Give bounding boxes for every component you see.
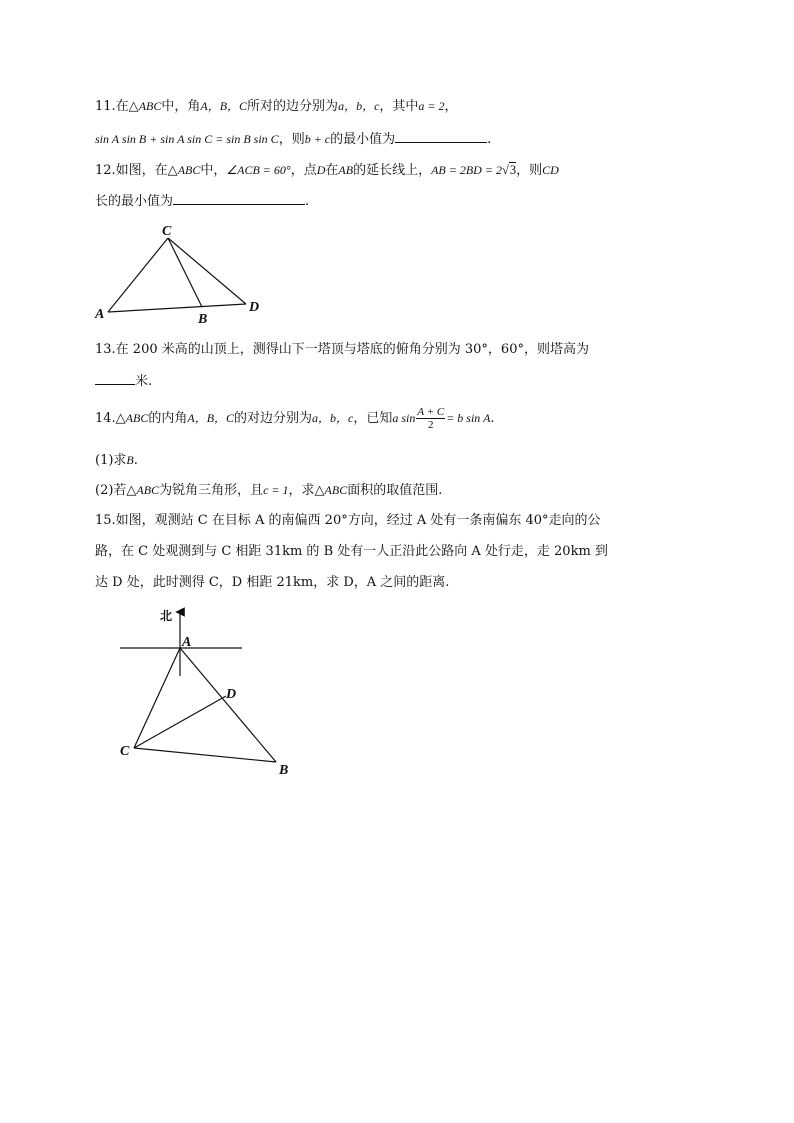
q14-part2-text: 面积的取值范围. — [347, 483, 443, 498]
q14-equation-right: = b sin A — [446, 411, 491, 425]
q14-part2-text: 为锐角三角形，且 — [159, 483, 264, 498]
q14-part1-text: . — [133, 453, 138, 468]
q12-point: D — [316, 163, 326, 177]
q14-text: . — [490, 411, 495, 426]
q11-text: ，则 — [278, 132, 305, 147]
q14-sides: a，b，c — [312, 411, 354, 425]
q14-text: 14.△ — [95, 411, 126, 426]
q14-triangle-name: ABC — [324, 483, 348, 497]
q11-text: 的最小值为 — [330, 132, 396, 147]
q11-angles: A，B，C — [200, 99, 248, 113]
q14-triangle-name: ABC — [136, 483, 160, 497]
q11-text: ， — [444, 99, 458, 114]
q11-text: 中，角 — [161, 99, 201, 114]
q11-condition: a = 2 — [418, 99, 445, 113]
q13-line2 — [95, 370, 152, 392]
q13-text: 米. — [135, 374, 153, 389]
q14-line1 — [95, 406, 495, 431]
q12-equation: AB = 2BD = 2 — [431, 163, 502, 177]
q14-part2-text: (2)若△ — [95, 483, 137, 498]
q12-text: 中， — [200, 163, 227, 178]
q14-angles: A，B，C — [187, 411, 235, 425]
q15-line3: 达 D 处，此时测得 C，D 相距 21km，求 D，A 之间的距离. — [95, 575, 450, 590]
q11-line2 — [95, 128, 491, 150]
q11-expression: b + c — [304, 132, 331, 146]
q14-part2-text: ，求△ — [288, 483, 325, 498]
q14-part2-condition: c = 1 — [263, 483, 289, 497]
q11-triangle-name: ABC — [138, 99, 162, 113]
q14-fraction — [416, 406, 445, 431]
q12-text: . — [305, 194, 310, 209]
q14-fraction-numerator: A + C — [417, 406, 445, 418]
q12-segment: AB — [338, 163, 354, 177]
q14-part1-text: (1)求 — [95, 453, 127, 468]
q11-text: ，其中 — [379, 99, 419, 114]
q14-triangle-name: ABC — [125, 411, 149, 425]
q14-text: 的对边分别为 — [234, 411, 313, 426]
q15-label-a: A — [182, 635, 192, 650]
q13-line1: 13.在 200 米高的山顶上，测得山下一塔顶与塔底的俯角分别为 30°，60°，则塔高为 — [95, 342, 589, 357]
q12-text: 在 — [325, 163, 339, 178]
q12-text: 12.如图，在△ — [95, 163, 178, 178]
q14-text: ，已知 — [353, 411, 393, 426]
q12-segment: CD — [542, 163, 559, 177]
q12-text: ，则 — [516, 163, 543, 178]
q12-triangle-figure — [92, 220, 272, 330]
q12-label-b: B — [198, 312, 208, 327]
q12-text: 的延长线上， — [353, 163, 432, 178]
q15-label-b: B — [279, 763, 289, 778]
q12-answer-blank[interactable] — [173, 190, 305, 205]
q12-label-c: C — [162, 224, 172, 239]
q15-line1: 15.如图，观测站 C 在目标 A 的南偏西 20°方向，经过 A 处有一条南偏东 40°走向的公 — [95, 513, 601, 528]
q12-text: ，点 — [290, 163, 317, 178]
q11-line1 — [95, 96, 458, 117]
q12-line2 — [95, 190, 309, 212]
q12-sqrt-value: 3 — [509, 163, 517, 177]
q11-text: 所对的边分别为 — [247, 99, 339, 114]
q14-part2 — [95, 480, 442, 501]
q11-sides: a，b，c — [338, 99, 380, 113]
q14-part1-var: B — [126, 453, 134, 467]
q12-text: 长的最小值为 — [95, 194, 174, 209]
q13-answer-blank[interactable] — [95, 370, 135, 385]
q14-equation-left: a sin — [392, 411, 416, 425]
q15-north-label: 北 — [160, 609, 173, 623]
q14-text: 的内角 — [148, 411, 188, 426]
q15-label-c: C — [120, 744, 130, 759]
q12-label-a: A — [95, 307, 105, 322]
q11-answer-blank[interactable] — [395, 128, 487, 143]
q12-line1: 12.如图，在△ABC中，∠ACB = 60°，点D在AB的延长线上，AB = 2BD = 2√3，则CD — [95, 163, 559, 178]
q12-triangle-name: ABC — [177, 163, 201, 177]
q14-part1 — [95, 450, 138, 471]
q15-line2: 路，在 C 处观测到与 C 相距 31km 的 B 处有一人正沿此公路向 A 处行走，走 20km 到 — [95, 544, 608, 559]
q14-fraction-denominator: 2 — [428, 419, 434, 431]
q15-figure — [110, 600, 320, 780]
q11-equation: sin A sin B + sin A sin C = sin B sin C — [95, 132, 279, 146]
q15-label-d: D — [226, 687, 237, 702]
q11-text: 11.在△ — [95, 99, 139, 114]
q11-text: . — [487, 132, 492, 147]
q12-angle: ∠ACB = 60° — [226, 163, 291, 177]
q12-label-d: D — [249, 300, 260, 315]
